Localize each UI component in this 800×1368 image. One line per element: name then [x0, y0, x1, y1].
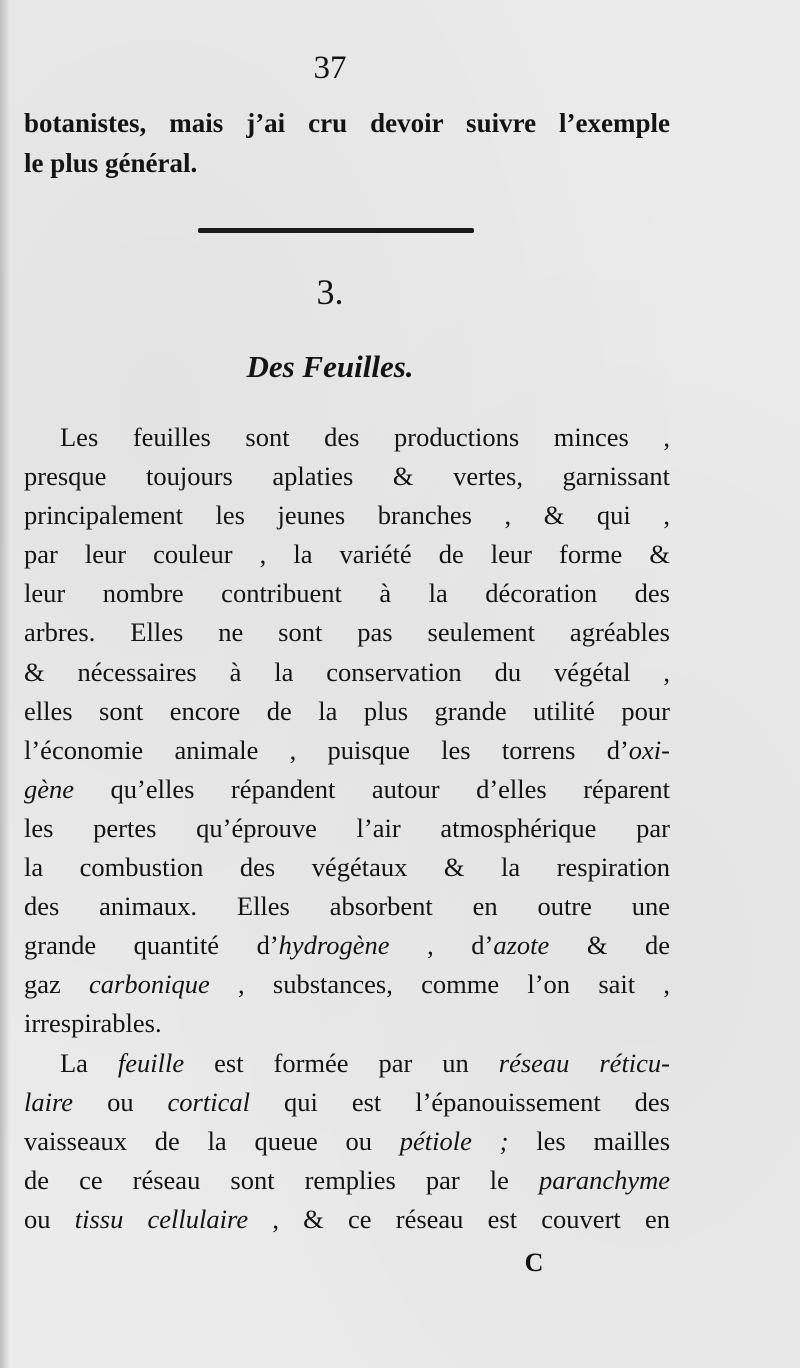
text-run: , d’ [389, 930, 494, 961]
text-line [24, 1200, 670, 1239]
italic-term: tissu cellulaire [74, 1203, 249, 1234]
text-line: arbres. Elles ne sont pas seulement agréables [24, 617, 670, 648]
text-run: ou [24, 1203, 75, 1234]
text-run: gaz [24, 969, 90, 1000]
text-line: elles sont encore de la plus grande utilité pour [24, 695, 670, 726]
text-line: Les feuilles sont des productions minces , [60, 422, 670, 452]
italic-term: azote [493, 930, 550, 961]
italic-term: pétiole ; [399, 1125, 509, 1156]
page-number: 37 [313, 50, 347, 86]
italic-term: cortical [167, 1086, 250, 1117]
body-text [24, 418, 670, 1239]
text-run: qui est l’épanouissement des [249, 1086, 670, 1117]
text-line: irrespirables. [24, 1008, 162, 1039]
text-line: botanistes, mais j’ai cru devoir suivre l’exemple [24, 108, 670, 138]
text-line: leur nombre contribuent à la décoration des [24, 578, 670, 609]
text-line [24, 1161, 670, 1200]
text-run: l’économie animale , puisque les torrens d’ [24, 734, 629, 765]
text-run: La [60, 1047, 118, 1078]
section-title: Des Feuilles. [246, 349, 414, 384]
signature-mark: C [524, 1248, 544, 1277]
italic-term: gène [24, 773, 75, 804]
text-line: les pertes qu’éprouve l’air atmosphérique par [24, 812, 670, 843]
text-line [24, 926, 670, 965]
page-edge-shadow [0, 0, 10, 1368]
text-line [24, 1083, 670, 1122]
text-line [24, 965, 670, 1004]
text-line: le plus général. [24, 148, 198, 178]
text-line: presque toujours aplaties & vertes, garnissant [24, 461, 670, 492]
section-divider-rule [198, 228, 474, 233]
section-number: 3. [316, 272, 344, 312]
text-run: & de [549, 930, 670, 961]
text-line: par leur couleur , la variété de leur forme & [24, 539, 670, 570]
text-line: des animaux. Elles absorbent en outre une [24, 891, 670, 922]
text-line: & nécessaires à la conservation du végétal , [24, 656, 670, 687]
text-line [24, 1122, 670, 1161]
intro-paragraph [24, 103, 670, 183]
text-run: grande quantité d’ [24, 930, 279, 961]
text-line: la combustion des végétaux & la respiration [24, 852, 670, 883]
italic-term: hydrogène [278, 930, 390, 961]
italic-term: réseau réticu- [498, 1047, 671, 1078]
italic-term: carbonique [89, 969, 210, 1000]
text-run: , substances, comme l’on sait , [209, 969, 671, 1000]
text-run: de ce réseau sont remplies par le [24, 1164, 539, 1195]
text-run: qu’elles répandent autour d’elles réparent [74, 773, 670, 804]
italic-term: laire [24, 1086, 74, 1117]
text-run: les mailles [508, 1125, 671, 1156]
text-line: principalement les jeunes branches , & qui , [24, 500, 670, 531]
text-run: ou [73, 1086, 168, 1117]
text-run: est formée par un [184, 1047, 499, 1078]
text-run: vaisseaux de la queue ou [24, 1125, 400, 1156]
italic-term: oxi- [628, 734, 670, 765]
text-line [24, 770, 670, 809]
italic-term: paranchyme [539, 1164, 670, 1195]
italic-term: feuille [117, 1047, 185, 1078]
text-run: , & ce réseau est couvert en [248, 1203, 670, 1234]
text-line [24, 1044, 670, 1083]
text-line [24, 731, 670, 770]
